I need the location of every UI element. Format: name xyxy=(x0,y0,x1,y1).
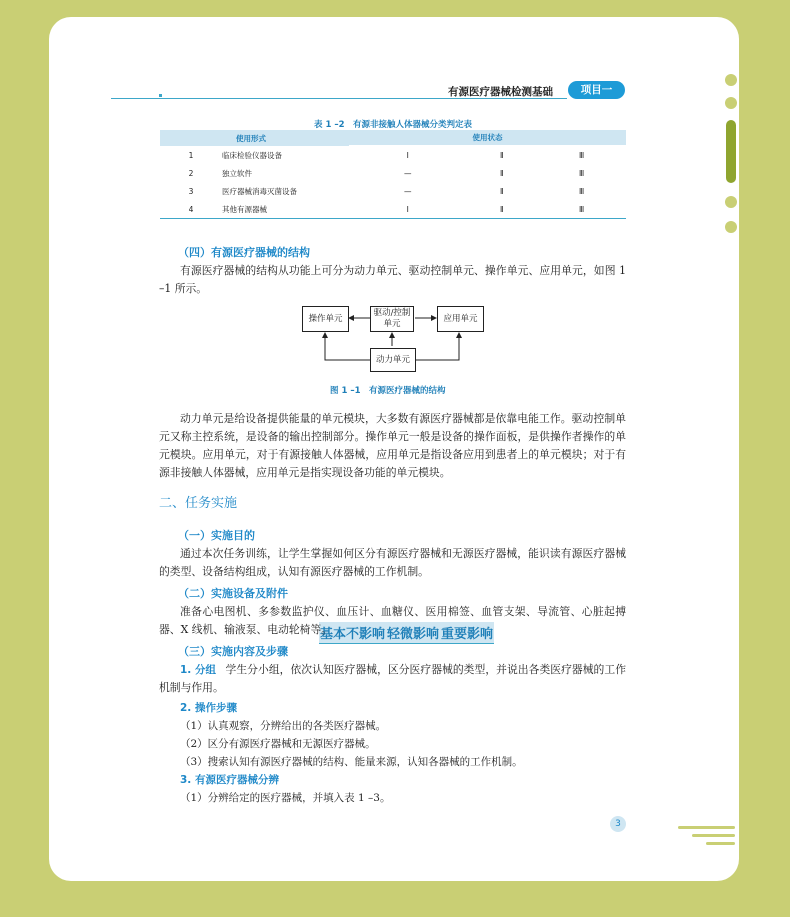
step3-label: 3. 有源医疗器械分辨 xyxy=(180,774,279,786)
row-value: Ⅲ xyxy=(578,168,585,178)
row-value: Ⅱ xyxy=(499,204,504,214)
row-form: 临床检验仪器设备 xyxy=(222,150,282,160)
box-operate-unit: 操作单元 xyxy=(302,306,349,332)
footer-stripe-3 xyxy=(706,842,735,845)
step1-text: 学生分小组，依次认知医疗器械，区分医疗器械的类型，并说出各类医疗器械的工作机制与作用。 xyxy=(159,663,627,694)
units-paragraph: 动力单元是给设备提供能量的单元模块，大多数有源医疗器械都是依靠电能工作。驱动控制单元又称主控系统，是设备的输出控制部分。操作单元一般是设备的操作面板，是供操作者操作的单元模块。应用单元，对于有源接触人体器械，应用单元是指设备应用到患者上的单元模块；对于有源非接触人体器械，应用单元是指实现设备功能的单元模块。 xyxy=(159,412,626,479)
row-num: 4 xyxy=(188,204,194,214)
header-badge: 项目一 xyxy=(568,81,625,99)
table-subheader: 重要影响 xyxy=(440,622,494,643)
section4-heading: （四）有源医疗器械的结构 xyxy=(178,246,310,259)
footer-stripe-1 xyxy=(678,826,735,829)
s2-paragraph: 准备心电图机、多参数监护仪、血压计、血糖仪、医用棉签、血管支架、导流管、心脏起搏器、X 线机、输液泵、电动轮椅等。 xyxy=(159,605,626,636)
step1-label: 1. 分组 xyxy=(180,664,217,676)
arrow-power-to-apply xyxy=(415,333,459,360)
s1-heading: （一）实施目的 xyxy=(178,529,255,542)
table-subheader: 轻微影响 xyxy=(386,622,440,643)
step2-label: 2. 操作步骤 xyxy=(180,702,237,714)
row-value: Ⅰ xyxy=(406,150,409,160)
header-title: 有源医疗器械检测基础 xyxy=(448,86,553,98)
row-num: 1 xyxy=(188,150,194,160)
step1-paragraph xyxy=(159,661,626,697)
row-form: 医疗器械消毒灭菌设备 xyxy=(222,186,297,196)
row-value: Ⅱ xyxy=(499,186,504,196)
box-apply-unit: 应用单元 xyxy=(437,306,484,332)
s3-heading: （三）实施内容及步骤 xyxy=(178,645,288,658)
row-form: 独立软件 xyxy=(222,168,252,178)
row-value: Ⅲ xyxy=(578,204,585,214)
s1-paragraph: 通过本次任务训练，让学生掌握如何区分有源医疗器械和无源医疗器械，能识读有源医疗器械的类型、设备结构组成，认知有源医疗器械的工作机制。 xyxy=(159,547,626,578)
row-form: 其他有源器械 xyxy=(222,204,267,214)
step3-item: （1）分辨给定的医疗器械，并填入表 1 –3。 xyxy=(180,792,391,804)
row-num: 3 xyxy=(188,186,194,196)
figure-caption: 图 1 –1 有源医疗器械的结构 xyxy=(330,386,446,396)
part2-heading: 二、任务实施 xyxy=(159,496,238,511)
arrow-power-to-operate xyxy=(325,333,370,360)
box-power-unit: 动力单元 xyxy=(370,348,416,372)
step2-item: （1）认真观察，分辨给出的各类医疗器械。 xyxy=(180,720,387,732)
table-caption: 表 1 –2 有源非接触人体器械分类判定表 xyxy=(314,120,472,130)
row-value: Ⅰ xyxy=(406,204,409,214)
row-num: 2 xyxy=(188,168,194,178)
footer-stripe-2 xyxy=(692,834,735,837)
section4-paragraph: 有源医疗器械的结构从功能上可分为动力单元、驱动控制单元、操作单元、应用单元，如图 1 –1 所示。 xyxy=(159,264,626,295)
table-subheader: 基本不影响 xyxy=(319,622,386,643)
row-value: — xyxy=(404,168,412,178)
step2-item: （2）区分有源医疗器械和无源医疗器械。 xyxy=(180,738,376,750)
page-number: 3 xyxy=(610,816,626,832)
row-value: Ⅲ xyxy=(578,150,585,160)
row-value: Ⅱ xyxy=(499,150,504,160)
row-value: Ⅱ xyxy=(499,168,504,178)
table-header-status: 使用状态 xyxy=(349,130,626,146)
step2-item: （3）搜索认知有源医疗器械的结构、能量来源，认知各器械的工作机制。 xyxy=(180,756,523,768)
s2-heading: （二）实施设备及附件 xyxy=(178,587,288,600)
row-value: Ⅲ xyxy=(578,186,585,196)
table-header-form: 使用形式 xyxy=(222,130,349,146)
box-drive-unit: 驱动/控制单元 xyxy=(370,306,414,332)
row-value: — xyxy=(404,186,412,196)
